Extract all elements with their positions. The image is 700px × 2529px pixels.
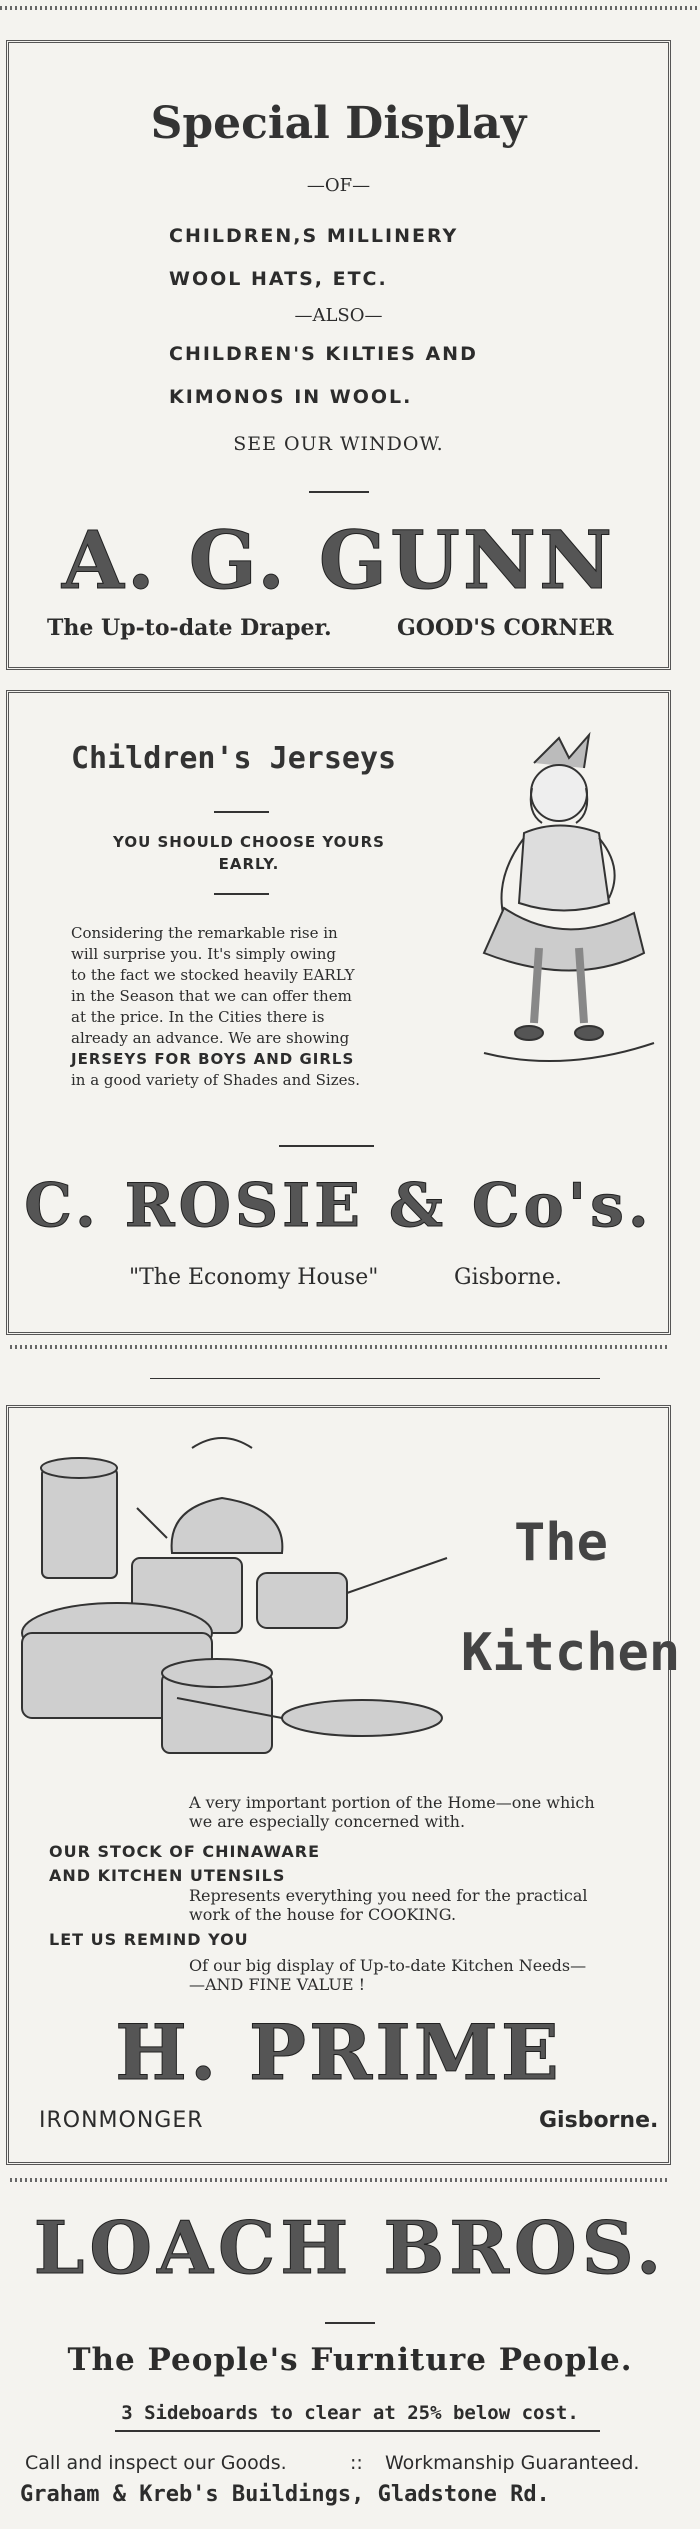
divider bbox=[309, 491, 369, 493]
line-kilties: CHILDREN'S KILTIES AND bbox=[169, 343, 478, 365]
ad-gunn bbox=[6, 40, 671, 670]
tagline: The People's Furniture People. bbox=[67, 2342, 633, 2378]
heading-remind: LET US REMIND YOU bbox=[49, 1930, 249, 1949]
separator bbox=[10, 2178, 670, 2182]
line-wool-hats: WOOL HATS, ETC. bbox=[169, 268, 388, 290]
kitchenware-illustration bbox=[17, 1428, 457, 1773]
call-text: Call and inspect our Goods. bbox=[25, 2452, 287, 2474]
line-kimonos: KIMONOS IN WOOL. bbox=[169, 386, 413, 408]
merchant-name: H. PRIME bbox=[115, 2008, 562, 2097]
heading-stock bbox=[49, 1840, 320, 1888]
separator-mark: :: bbox=[350, 2452, 363, 2474]
address: Graham & Kreb's Buildings, Gladstone Rd. bbox=[20, 2482, 550, 2507]
trade: IRONMONGER bbox=[39, 2108, 204, 2133]
ad-prime bbox=[6, 1405, 681, 2165]
merchant-name: A. G. GUNN bbox=[61, 513, 616, 607]
body-line: JERSEYS FOR BOYS AND GIRLS bbox=[71, 1050, 355, 1068]
text-line: A very important portion of the Home—one which bbox=[189, 1793, 595, 1812]
body-line: in the Season that we can offer them bbox=[71, 987, 352, 1005]
location: Gisborne. bbox=[539, 2108, 659, 2133]
text-line: OUR STOCK OF CHINAWARE bbox=[49, 1842, 321, 1861]
paragraph-1 bbox=[189, 1793, 595, 1831]
text-line: Of our big display of Up-to-date Kitchen Needs— bbox=[189, 1956, 587, 1975]
location: Gisborne. bbox=[454, 1265, 562, 1290]
offer-underline bbox=[115, 2430, 600, 2432]
ad-rosie bbox=[6, 690, 671, 1335]
text-line: work of the house for COOKING. bbox=[189, 1905, 457, 1924]
sub-line-1: YOU SHOULD CHOOSE YOURS bbox=[113, 833, 385, 851]
body-line: in a good variety of Shades and Sizes. bbox=[71, 1071, 360, 1089]
merchant-name: C. ROSIE & Co's. bbox=[24, 1171, 653, 1241]
ad-loach bbox=[0, 2190, 700, 2525]
sub-line-2: EARLY. bbox=[218, 855, 280, 873]
title-the: The bbox=[514, 1513, 608, 1573]
body-line: at the price. In the Cities there is bbox=[71, 1008, 325, 1026]
line-millinery: CHILDREN,S MILLINERY bbox=[169, 225, 459, 247]
paragraph-3 bbox=[189, 1956, 586, 1994]
text-line: —AND FINE VALUE ! bbox=[189, 1975, 366, 1994]
of-label: —OF— bbox=[306, 175, 371, 196]
separator bbox=[10, 1345, 670, 1349]
offer: 3 Sideboards to clear at 25% below cost. bbox=[121, 2402, 579, 2424]
also-label: —ALSO— bbox=[294, 305, 383, 326]
body-text bbox=[71, 923, 360, 1091]
see-window: SEE OUR WINDOW. bbox=[233, 433, 444, 455]
body-line: already an advance. We are showing bbox=[71, 1029, 350, 1047]
tagline: The Up-to-date Draper. bbox=[47, 615, 332, 641]
location: GOOD'S CORNER bbox=[397, 615, 614, 641]
divider bbox=[214, 811, 269, 813]
tagline: "The Economy House" bbox=[129, 1265, 379, 1290]
text-line: Represents everything you need for the practical bbox=[189, 1886, 588, 1905]
top-border bbox=[0, 6, 700, 10]
body-line: will surprise you. It's simply owing bbox=[71, 945, 336, 963]
ad-title: Children's Jerseys bbox=[71, 741, 397, 776]
separator bbox=[150, 1378, 600, 1379]
workmanship-text: Workmanship Guaranteed. bbox=[385, 2452, 640, 2474]
body-line: Considering the remarkable rise in bbox=[71, 924, 338, 942]
title-kitchen: Kitchen bbox=[461, 1623, 681, 1683]
merchant-name: LOACH BROS. bbox=[33, 2205, 667, 2290]
girl-illustration bbox=[464, 723, 664, 1123]
text-line: AND KITCHEN UTENSILS bbox=[49, 1866, 286, 1885]
divider bbox=[279, 1145, 374, 1147]
text-line: we are especially concerned with. bbox=[189, 1812, 466, 1831]
body-line: to the fact we stocked heavily EARLY bbox=[71, 966, 355, 984]
divider bbox=[325, 2322, 375, 2324]
ad-title: Special Display bbox=[150, 98, 527, 149]
paragraph-2 bbox=[189, 1886, 588, 1924]
divider bbox=[214, 893, 269, 895]
